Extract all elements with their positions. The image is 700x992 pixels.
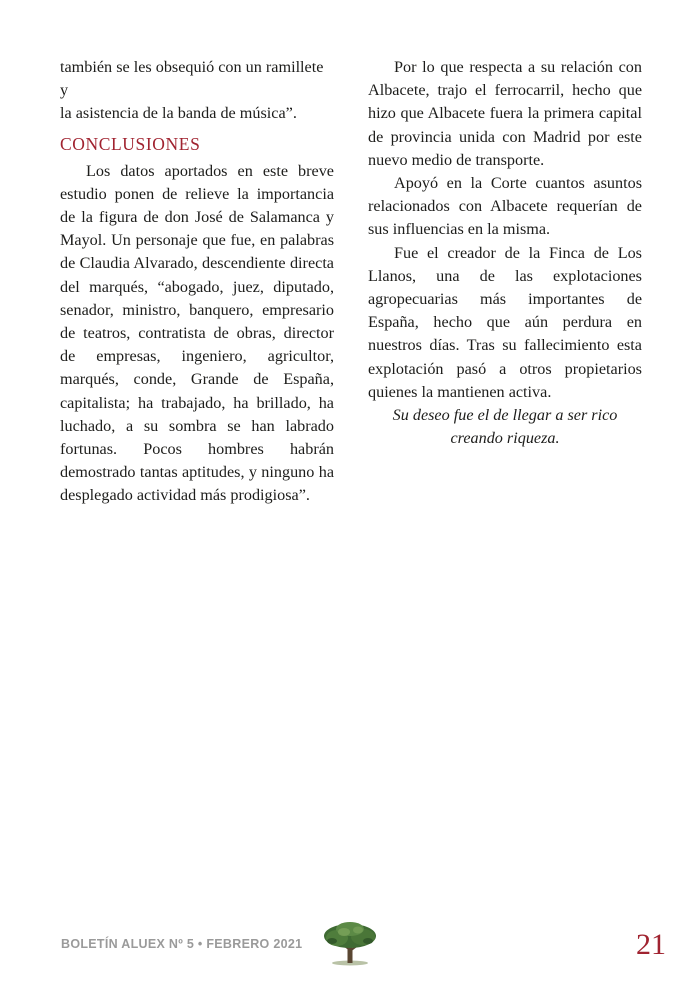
conclusions-paragraph: Los datos aportados en este breve estudio ponen de relieve la importancia de la figura de don José de Salamanca y Mayol. Un personaje que fue, en palabras de Claudia Alvarado, descendiente directa del marqués, “abogado, juez, diputado, senador, ministro, banquero, empresario de teatros, contratista de obras, director de empresas, ingeniero, agricultor, marqués, conde, Grande de España, capitalista; ha trabajado, ha brillado, ha luchado, a su sombra se han labrado fortunas. Pocos hombres habrán demostrado tantas aptitudes, y ninguno ha desplegado actividad más prodigiosa”.: [60, 161, 334, 505]
left-column: [60, 56, 334, 508]
section-heading: CONCLUSIONES: [60, 133, 201, 154]
closing-quote-line-1: Su deseo fue el de llegar a ser rico: [392, 406, 618, 425]
oak-tree-icon: [322, 920, 378, 966]
footer-publication: BOLETÍN ALUEX Nº 5 • FEBRERO 2021: [61, 937, 303, 951]
closing-quote: [368, 404, 642, 450]
right-column: [368, 56, 642, 450]
paragraph-finca: Fue el creador de la Finca de Los Llanos, una de las explotaciones agropecuarias más importantes de España, hecho que aún perdura en nuestros días. Tras su fallecimiento esta explotación pasó a otros propietarios quienes la mantienen activa.: [368, 243, 642, 401]
paragraph-ferrocarril: Por lo que respecta a su relación con Albacete, trajo el ferrocarril, hecho que hizo que Albacete fuera la primera capital de provincia unida con Madrid por este nuevo medio de transporte.: [368, 58, 642, 169]
paragraph-corte: Apoyó en la Corte cuantos asuntos relacionados con Albacete requerían de sus influencias en la misma.: [368, 174, 642, 239]
closing-quote-line-2: creando riqueza.: [450, 429, 560, 448]
page-number: 21: [636, 928, 666, 961]
intro-line-2: la asistencia de la banda de música”.: [60, 104, 297, 123]
intro-line-1: también se les obsequió con un ramillete y: [60, 58, 324, 100]
